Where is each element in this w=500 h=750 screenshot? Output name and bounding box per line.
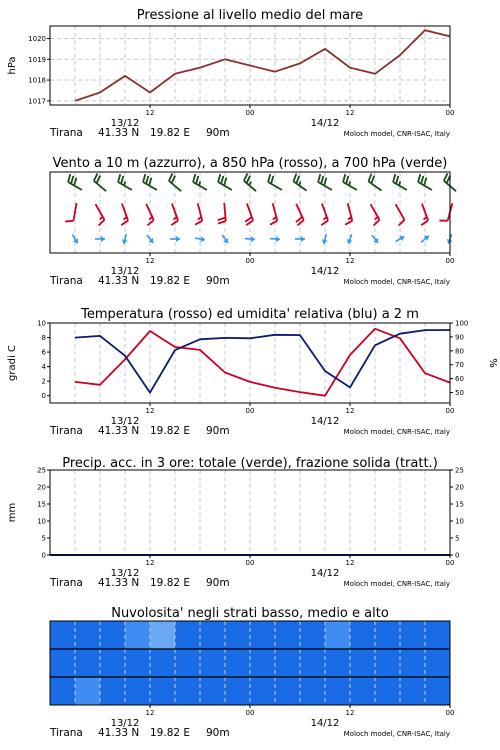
y-tick-label: 0 xyxy=(455,551,460,560)
wind-barb-feather xyxy=(224,178,226,186)
wind-barb-shaft xyxy=(73,203,76,221)
location-alt: 90m xyxy=(206,577,230,589)
wind-barb-feather xyxy=(368,174,371,182)
x-tick-label: 12 xyxy=(145,257,155,265)
location-lon: 19.82 E xyxy=(150,275,191,287)
wind-barb-feather xyxy=(94,173,98,180)
wind-barb-half-feather xyxy=(349,182,350,186)
model-credit: Moloch model, CNR-ISAC, Italy xyxy=(343,428,450,436)
cloud-cell-medio xyxy=(200,649,226,678)
cloud-cell-alto xyxy=(350,621,376,650)
wind-barb-feather xyxy=(345,221,352,225)
wind-barb-half-feather xyxy=(423,217,426,219)
location-lon: 19.82 E xyxy=(150,425,191,437)
wind-barb-feather xyxy=(121,176,123,184)
series-line-0 xyxy=(75,30,450,101)
cloud-cell-basso xyxy=(425,677,451,706)
cloud-cell-medio xyxy=(75,649,101,678)
x-tick-label: 12 xyxy=(345,559,355,567)
model-credit: Moloch model, CNR-ISAC, Italy xyxy=(343,730,450,738)
x-tick-label: 12 xyxy=(345,109,355,117)
cloud-cell-alto xyxy=(50,621,76,650)
cloud-cell-basso xyxy=(250,677,276,706)
y-axis-label: mm xyxy=(7,502,18,523)
cloud-cell-alto xyxy=(125,621,151,650)
cloud-cell-medio xyxy=(225,649,251,678)
series-line-0 xyxy=(75,329,450,396)
y-tick-label: 15 xyxy=(37,500,46,509)
location-lat: 41.33 N xyxy=(98,275,140,287)
y-tick-label: 50 xyxy=(455,389,464,398)
cloud-cell-medio xyxy=(350,649,376,678)
cloud-cell-medio xyxy=(50,649,76,678)
model-credit: Moloch model, CNR-ISAC, Italy xyxy=(343,130,450,138)
model-credit: Moloch model, CNR-ISAC, Italy xyxy=(343,278,450,286)
y-tick-label: 20 xyxy=(37,483,46,492)
chart-title: Vento a 10 m (azzurro), a 850 hPa (rosso), a 700 hPa (verde) xyxy=(52,156,448,171)
wind-barb-feather xyxy=(193,174,195,182)
y-tick-label: 1018 xyxy=(28,76,46,85)
cloud-cell-alto xyxy=(375,621,401,650)
x-tick-label: 12 xyxy=(145,109,155,117)
y-tick-label: 1020 xyxy=(28,34,46,43)
location-lat: 41.33 N xyxy=(98,127,140,139)
wind-barb-feather xyxy=(143,174,145,182)
cloud-cell-medio xyxy=(400,649,426,678)
x-tick-label: 12 xyxy=(345,709,355,717)
x-tick-label: 00 xyxy=(445,407,455,415)
y-tick-label: 10 xyxy=(455,517,464,526)
cloud-cell-basso xyxy=(350,677,376,706)
wind-barb-half-feather xyxy=(199,182,200,186)
x-date-label: 14/12 xyxy=(310,118,340,129)
wind-barb-feather xyxy=(99,220,105,226)
wind-barb-feather xyxy=(74,178,76,186)
cloud-cell-medio xyxy=(325,649,351,678)
cloud-cell-alto xyxy=(325,621,351,650)
cloud-cell-alto xyxy=(275,621,301,650)
cloud-cell-alto xyxy=(225,621,251,650)
cloud-cell-basso xyxy=(150,677,176,706)
cloud-cell-basso xyxy=(125,677,151,706)
cloud-cell-medio xyxy=(375,649,401,678)
wind-barb-feather xyxy=(421,176,423,184)
y-tick-label: 80 xyxy=(455,347,464,356)
wind-barb xyxy=(65,203,76,221)
wind-barb-half-feather xyxy=(124,182,125,186)
chart-title: Temperatura (rosso) ed umidita' relativa (blu) a 2 m xyxy=(81,307,419,322)
wind-barb-feather xyxy=(195,221,202,225)
cloud-cell-medio xyxy=(250,649,276,678)
wind-barb xyxy=(245,204,253,226)
location-lon: 19.82 E xyxy=(150,727,191,739)
x-tick-label: 00 xyxy=(245,407,255,415)
location-lat: 41.33 N xyxy=(98,425,140,437)
x-tick-label: 00 xyxy=(445,109,455,117)
location-name: Tirana xyxy=(50,577,83,589)
y-tick-label: 10 xyxy=(37,517,46,526)
chart-title: Pressione al livello medio del mare xyxy=(136,8,364,23)
x-tick-label: 00 xyxy=(445,559,455,567)
wind-barb-feather xyxy=(196,176,198,184)
cloud-cell-basso xyxy=(275,677,301,706)
wind-barb-half-feather xyxy=(123,217,126,219)
location-lat: 41.33 N xyxy=(98,727,140,739)
y-tick-label: 5 xyxy=(455,534,460,543)
wind-barb-feather xyxy=(346,176,348,184)
location-alt: 90m xyxy=(206,425,230,437)
location-lon: 19.82 E xyxy=(150,577,191,589)
wind-barb-half-feather xyxy=(348,217,352,219)
cloud-cell-medio xyxy=(100,649,126,678)
location-name: Tirana xyxy=(50,425,83,437)
y-tick-label: 10 xyxy=(37,319,46,328)
cloud-cell-medio xyxy=(125,649,151,678)
wind-barb-feather xyxy=(399,220,405,226)
y-tick-label: 60 xyxy=(455,375,464,384)
cloud-cell-basso xyxy=(200,677,226,706)
wind-barb-feather xyxy=(149,178,151,186)
wind-barb xyxy=(396,236,405,242)
wind-arrow-head xyxy=(176,236,180,242)
y-tick-label: 25 xyxy=(37,466,46,475)
wind-barb-half-feather xyxy=(273,217,277,219)
cloud-cell-alto xyxy=(175,621,201,650)
y-tick-label: 5 xyxy=(41,534,46,543)
location-name: Tirana xyxy=(50,727,83,739)
series-line-1 xyxy=(75,330,450,393)
x-tick-label: 00 xyxy=(245,257,255,265)
location-name: Tirana xyxy=(50,275,83,287)
wind-barb-feather xyxy=(244,173,248,180)
x-date-label: 14/12 xyxy=(310,568,340,579)
wind-barb-feather xyxy=(393,174,395,182)
x-date-label: 13/12 xyxy=(110,568,140,579)
location-name: Tirana xyxy=(50,127,83,139)
location-alt: 90m xyxy=(206,127,230,139)
y-tick-label: 1017 xyxy=(28,97,46,106)
wind-barb-half-feather xyxy=(399,182,400,186)
x-date-label: 13/12 xyxy=(110,118,140,129)
wind-barb-feather xyxy=(296,176,299,184)
cloud-cell-basso xyxy=(375,677,401,706)
x-tick-label: 12 xyxy=(345,407,355,415)
chart-title: Nuvolosita' negli strati basso, medio e alto xyxy=(111,606,389,621)
wind-panel xyxy=(49,156,456,287)
wind-arrow-head xyxy=(276,236,280,242)
wind-arrow-head xyxy=(301,236,305,242)
wind-barb-half-feather xyxy=(299,182,300,186)
cloud-panel xyxy=(49,606,454,739)
cloud-cell-alto xyxy=(250,621,276,650)
wind-barb-feather xyxy=(343,174,345,182)
wind-barb-half-feather xyxy=(173,217,176,219)
cloud-cell-alto xyxy=(200,621,226,650)
cloud-cell-alto xyxy=(100,621,126,650)
wind-barb-feather xyxy=(424,178,426,186)
cloud-cell-medio xyxy=(300,649,326,678)
y-axis-label: hPa xyxy=(7,56,18,75)
y-axis-label-right: % xyxy=(487,358,498,368)
model-credit: Moloch model, CNR-ISAC, Italy xyxy=(343,580,450,588)
cloud-cell-medio xyxy=(275,649,301,678)
x-tick-label: 00 xyxy=(245,559,255,567)
wind-barb-feather xyxy=(71,176,73,184)
wind-barb-feather xyxy=(293,174,296,182)
x-tick-label: 00 xyxy=(245,109,255,117)
x-tick-label: 12 xyxy=(345,257,355,265)
wind-barb-feather xyxy=(396,176,398,184)
location-lat: 41.33 N xyxy=(98,577,140,589)
wind-barb xyxy=(270,203,277,224)
x-tick-label: 12 xyxy=(145,559,155,567)
wind-barb-feather xyxy=(371,176,374,184)
cloud-cell-medio xyxy=(175,649,201,678)
y-tick-label: 0 xyxy=(41,551,46,560)
wind-barb-feather xyxy=(268,174,270,182)
wind-barb-feather xyxy=(270,221,277,225)
cloud-cell-basso xyxy=(325,677,351,706)
wind-barb-feather xyxy=(444,173,448,180)
y-tick-label: 1019 xyxy=(28,55,46,64)
wind-barb-feather xyxy=(374,220,380,226)
cloud-cell-basso xyxy=(300,677,326,706)
x-date-label: 13/12 xyxy=(110,416,140,427)
x-date-label: 13/12 xyxy=(110,266,140,277)
cloud-cell-basso xyxy=(225,677,251,706)
cloud-cell-medio xyxy=(425,649,451,678)
location-lon: 19.82 E xyxy=(150,127,191,139)
wind-barb xyxy=(195,203,202,224)
cloud-cell-basso xyxy=(75,677,101,706)
x-tick-label: 12 xyxy=(145,407,155,415)
wind-barb xyxy=(218,203,226,224)
temperature-panel xyxy=(7,307,498,437)
wind-barb xyxy=(345,203,352,224)
cloud-cell-alto xyxy=(75,621,101,650)
wind-barb-feather xyxy=(169,173,173,180)
precipitation-panel xyxy=(7,456,464,589)
wind-barb-feather xyxy=(146,176,148,184)
wind-arrow-head xyxy=(101,236,105,242)
cloud-cell-alto xyxy=(150,621,176,650)
wind-arrow-head xyxy=(200,236,204,242)
y-tick-label: 6 xyxy=(41,348,46,357)
wind-barb-feather xyxy=(68,174,70,182)
x-tick-label: 00 xyxy=(445,257,455,265)
x-tick-label: 00 xyxy=(445,709,455,717)
cloud-cell-basso xyxy=(50,677,76,706)
y-tick-label: 25 xyxy=(455,466,464,475)
wind-barb-feather xyxy=(218,174,220,182)
cloud-cell-basso xyxy=(400,677,426,706)
wind-barb-feather xyxy=(321,176,323,184)
x-date-label: 14/12 xyxy=(310,266,340,277)
wind-barb-half-feather xyxy=(198,217,202,219)
wind-barb-feather xyxy=(218,217,226,220)
y-tick-label: 70 xyxy=(455,361,464,370)
wind-barb-feather xyxy=(318,174,320,182)
cloud-cell-basso xyxy=(175,677,201,706)
cloud-cell-basso xyxy=(100,677,126,706)
pressure-panel xyxy=(7,8,454,139)
y-tick-label: 15 xyxy=(455,500,464,509)
wind-barb-feather xyxy=(147,220,153,225)
y-tick-label: 100 xyxy=(455,319,469,328)
location-alt: 90m xyxy=(206,727,230,739)
wind-arrow-head xyxy=(251,236,255,242)
wind-barb-feather xyxy=(418,174,420,182)
cloud-cell-alto xyxy=(425,621,451,650)
x-tick-label: 00 xyxy=(245,709,255,717)
y-tick-label: 4 xyxy=(41,363,46,372)
cloud-cell-alto xyxy=(300,621,326,650)
y-axis-label: gradi C xyxy=(7,345,18,381)
x-date-label: 13/12 xyxy=(110,718,140,729)
cloud-cell-alto xyxy=(400,621,426,650)
wind-barb-feather xyxy=(118,174,120,182)
y-tick-label: 2 xyxy=(41,377,46,386)
wind-barb-feather xyxy=(271,176,273,184)
y-tick-label: 20 xyxy=(455,483,464,492)
x-tick-label: 12 xyxy=(145,709,155,717)
y-tick-label: 8 xyxy=(41,334,46,343)
x-date-label: 14/12 xyxy=(310,416,340,427)
location-alt: 90m xyxy=(206,275,230,287)
wind-barb xyxy=(421,236,429,242)
x-date-label: 14/12 xyxy=(310,718,340,729)
wind-barb-half-feather xyxy=(323,217,326,219)
chart-title: Precip. acc. in 3 ore: totale (verde), frazione solida (tratt.) xyxy=(62,456,438,471)
wind-barb-feather xyxy=(324,178,326,186)
wind-barb-feather xyxy=(221,176,223,184)
y-tick-label: 0 xyxy=(41,392,46,401)
wind-barb-feather xyxy=(65,221,73,222)
y-tick-label: 90 xyxy=(455,333,464,342)
cloud-cell-medio xyxy=(150,649,176,678)
